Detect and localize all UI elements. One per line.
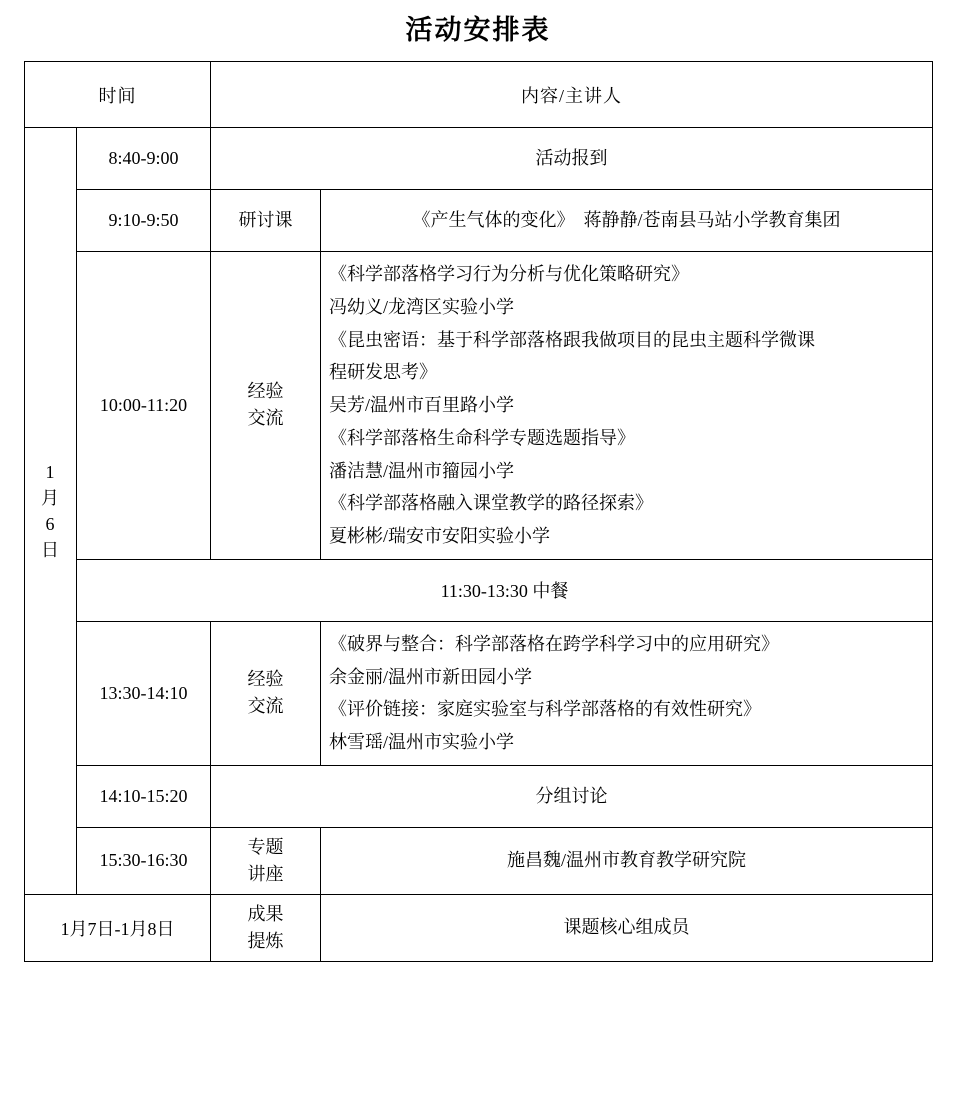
page-title: 活动安排表 (405, 15, 551, 45)
day-label-char (33, 459, 68, 563)
time-cell: 8:40-9:00 (77, 128, 211, 190)
lunch-cell: 11:30-13:30 中餐 (77, 559, 933, 621)
type-line: 专题 (247, 836, 284, 857)
schedule-table (24, 61, 933, 962)
table-row (25, 559, 933, 621)
content-cell: 《产生气体的变化》 蒋静静/苍南县马站小学教育集团 (321, 190, 933, 252)
table-row (25, 894, 933, 961)
content-line: 余金丽/温州市新田园小学 (329, 666, 532, 687)
content-line: 《昆虫密语：基于科学部落格跟我做项目的昆虫主题科学微课 (329, 329, 815, 350)
time-cell: 9:10-9:50 (77, 190, 211, 252)
content-line: 《科学部落格生命科学专题选题指导》 (329, 427, 635, 448)
table-row (25, 827, 933, 894)
day-cell-day1 (25, 128, 77, 895)
type-cell: 研讨课 (211, 190, 321, 252)
time-cell: 14:10-15:20 (77, 765, 211, 827)
content-line: 冯幼义/龙湾区实验小学 (329, 296, 514, 317)
table-header-row (25, 62, 933, 128)
time-cell: 10:00-11:20 (77, 252, 211, 560)
type-line: 交流 (247, 696, 284, 717)
day-label-char-line: 6 (45, 513, 56, 534)
content-cell: 课题核心组成员 (321, 894, 933, 961)
content-cell: 施昌魏/温州市教育教学研究院 (321, 827, 933, 894)
type-line: 讲座 (247, 863, 284, 884)
table-row (25, 252, 933, 560)
content-line: 吴芳/温州市百里路小学 (329, 395, 514, 415)
content-cell: 分组讨论 (211, 765, 933, 827)
content-lines (329, 258, 924, 553)
type-cell (211, 252, 321, 560)
content-line: 《科学部落格融入课堂教学的路径探索》 (329, 493, 653, 514)
day-label-char-line: 月 (41, 487, 60, 508)
time-cell: 13:30-14:10 (77, 621, 211, 765)
content-line: 潘洁慧/温州市籀园小学 (329, 460, 514, 481)
content-line: 《科学部落格学习行为分析与优化策略研究》 (329, 264, 689, 284)
type-line: 提炼 (247, 930, 284, 951)
time-cell: 15:30-16:30 (77, 827, 211, 894)
header-content: 内容/主讲人 (211, 62, 933, 128)
content-cell (321, 252, 933, 560)
table-row (25, 621, 933, 765)
type-line: 交流 (247, 408, 284, 429)
content-line: 夏彬彬/瑞安市安阳实验小学 (329, 526, 550, 546)
type-cell (211, 894, 321, 961)
header-time: 时间 (25, 62, 211, 128)
table-row (25, 128, 933, 190)
content-cell (321, 621, 933, 765)
day-label-char-line: 1 (45, 461, 56, 482)
content-line: 程研发思考》 (329, 362, 437, 383)
type-line: 经验 (247, 669, 284, 690)
day-cell-day2: 1月7日-1月8日 (25, 894, 211, 961)
type-cell (211, 621, 321, 765)
type-cell (211, 827, 321, 894)
content-cell: 活动报到 (211, 128, 933, 190)
type-line: 成果 (247, 903, 284, 924)
content-line: 林雪瑶/温州市实验小学 (329, 732, 514, 752)
table-row (25, 190, 933, 252)
content-line: 《评价链接：家庭实验室与科学部落格的有效性研究》 (329, 699, 761, 720)
type-line: 经验 (247, 381, 284, 402)
content-lines (329, 628, 924, 759)
table-row (25, 765, 933, 827)
content-line: 《破界与整合：科学部落格在跨学科学习中的应用研究》 (329, 633, 779, 654)
day-label-char-line: 日 (41, 539, 60, 560)
